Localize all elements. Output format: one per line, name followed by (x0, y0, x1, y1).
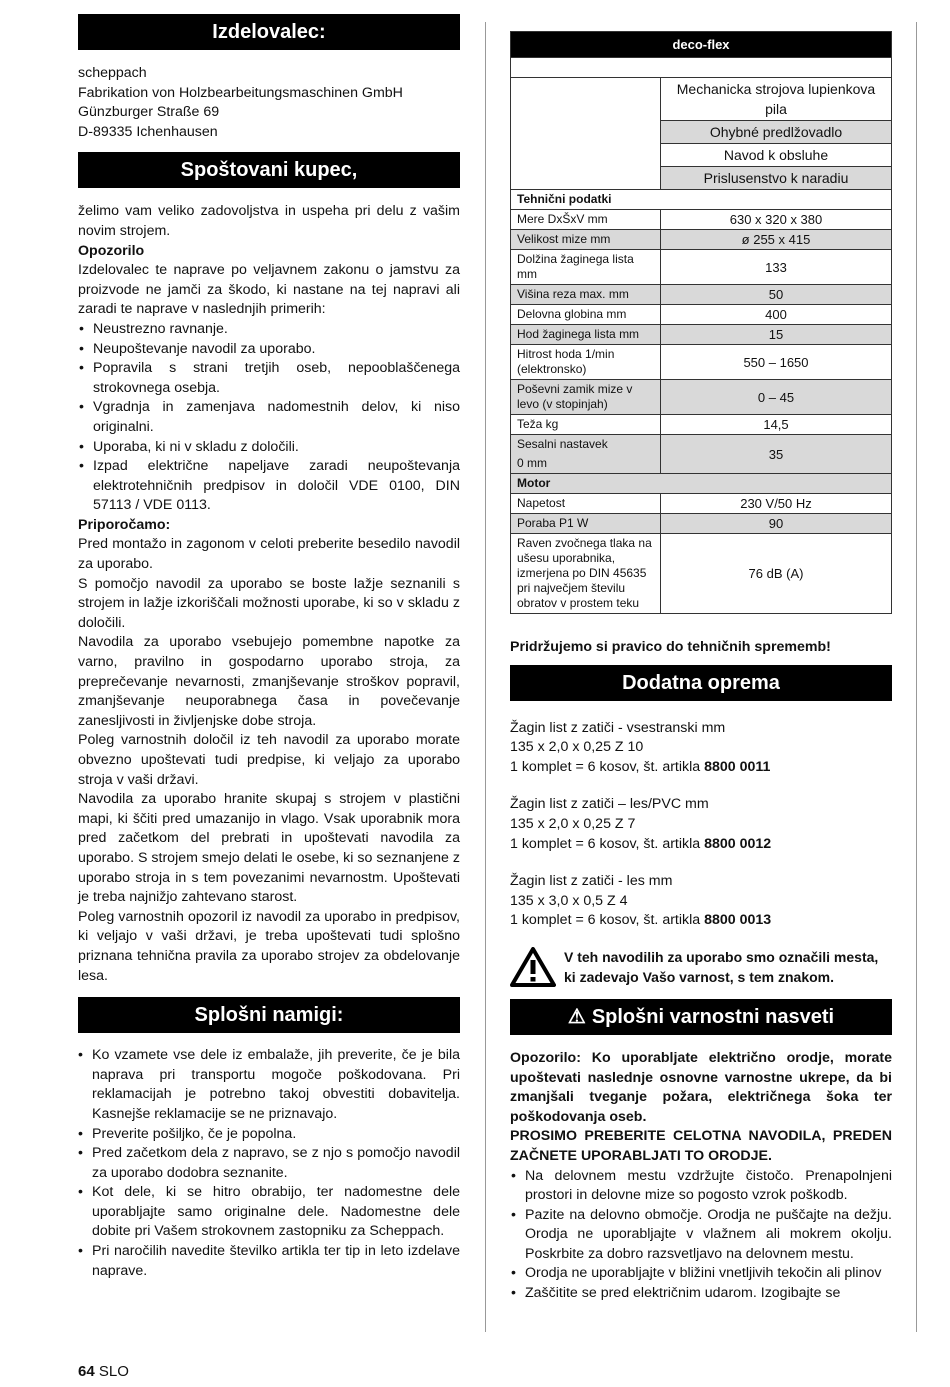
column-divider (485, 22, 486, 1332)
table-row: Poševni zamik mize v levo (v stopinjah) 0 – 45 (511, 380, 892, 415)
paragraph: Poleg varnostnih opozoril iz navodil za uporabo in predpisov, ki veljajo v vaši državi, je treba upoštevati tudi splošno priznana tehnična pravila za uporabo strojev za obdelovanje lesa. (78, 908, 460, 984)
safety-heading: ⚠ Splošni varnostni nasveti (510, 999, 892, 1035)
table-row: Hod žaginega lista mm 15 (511, 325, 892, 345)
intro-text: želimo vam veliko zadovoljstva in uspeha pri delu z vašim novim strojem. (78, 203, 460, 239)
section-title: Tehnični podatki (511, 190, 892, 210)
paragraph: Poleg varnostnih določil iz teh navodil za uporabo morate obvezno upoštevati tudi predpise, ki veljajo za uporabo stroja v vaši državi. (78, 732, 460, 788)
manufacturer-address (78, 64, 460, 142)
language-code: SLO (98, 1363, 129, 1380)
table-row: Sesalni nastavek 0 mm 35 (511, 435, 892, 474)
list-item: • Neupoštevanje navodil za uporabo. (78, 340, 460, 360)
model-name: deco-flex (511, 32, 892, 58)
safety-symbol-note: V teh navodilih za uporabo smo označili mesta, ki zadevajo Vašo varnost, s tem znakom. (510, 947, 892, 987)
list-item: • Pazite na delovno območje. Orodja ne puščajte na dežju. Orodja ne uporabljajte v vlažnem ali mokrem okolju. Poskrbite za dobro razsvetljavo na delovnem mestu. (510, 1206, 892, 1265)
reserve-note: Pridržujemo si pravico do tehničnih sprememb! (510, 639, 831, 655)
safety-warning: Opozorilo: Ko uporabljate električno orodje, morate upoštevati naslednje osnovne varnostne ukrepe, da bi zmanjšali tveganje požara, električnega šoka ter poškodovanja oseb. (510, 1049, 892, 1125)
warning-list (78, 320, 460, 516)
address-line: D-89335 Ichenhausen (78, 123, 218, 140)
paragraph: Navodila za uporabo vsebujejo pomembne napotke za varno, pravilno in gospodarno uporabo stroja, za preprečevanje nevarnosti, zmanjševanje stroškov popravil, zmanjševanje neuporabnega časa in povečevanje zanesljivosti in življenjske dobe stroja. (78, 634, 460, 729)
table-row: Dolžina žaginega lista mm 133 (511, 250, 892, 285)
warning-icon: ⚠ (567, 1005, 586, 1028)
list-item: • Pri naročilih navedite številko artikla ter tip in leto izdelave naprave. (78, 1242, 460, 1281)
section-title: Motor (511, 474, 892, 494)
right-margin-line (916, 22, 917, 1332)
list-item: • Na delovnem mestu vzdržujte čistočo. Prenapolnjeni prostori in delovne mize so pogosto vzrok poškodb. (510, 1167, 892, 1206)
table-row (511, 474, 892, 494)
customer-heading: Spoštovani kupec, (78, 152, 460, 188)
warning-label: Opozorilo (78, 242, 145, 259)
description-cell: Ohybné predlžovadlo (661, 121, 892, 144)
address-line: scheppach (78, 65, 147, 81)
list-item: • Neustrezno ravnanje. (78, 320, 460, 340)
list-item: • Orodja ne uporabljajte v bližini vnetljivih tekočin ali plinov (510, 1264, 892, 1284)
list-item: • Kot dele, ki se hitro obrabijo, ter nadomestne dele uporabljajte samo originalne dele. Nadomestne dele dobite pri Vašem strokovnem zastopniku za Scheppach. (78, 1183, 460, 1242)
paragraph: Pred montažo in zagonom v celoti preberite besedilo navodil za uporabo. (78, 536, 460, 573)
paragraph: S pomočjo navodil za uporabo se boste lažje seznanili s strojem in lažje izkoriščali možnosti uporabe, ki so v skladu z določili. (78, 575, 460, 631)
article-number: 8800 0013 (704, 912, 772, 929)
table-row (511, 58, 892, 78)
paragraph: Navodila za uporabo hranite skupaj s strojem v plastični mapi, ki ščiti pred umazanijo in vlago. Vsak uporabnik mora pred začetkom del prebrati in upoštevati navodila za uporabo. S strojem smejo delati le osebe, ki so seznanjene z uporabo stroja in s tem povezanimi nevarnostm. Upoštevati je treba najnižjo zahtevano starost. (78, 791, 460, 906)
accessory-heading: Dodatna oprema (510, 665, 892, 701)
recommend-label: Priporočamo: (78, 516, 171, 533)
article-number: 8800 0011 (704, 758, 771, 775)
page-number: 64 (78, 1363, 95, 1380)
table-row (511, 78, 892, 121)
table-header-row (511, 32, 892, 58)
list-item: • Pred začetkom dela z napravo, se z njo s pomočjo navodil za uporabo dodobra seznanite. (78, 1144, 460, 1183)
warning-triangle-icon (510, 947, 556, 987)
list-item: • Popravila s strani tretjih oseb, nepooblaščenega strokovnega osebja. (78, 359, 460, 398)
table-row: Teža kg 14,5 (511, 415, 892, 435)
spec-table (510, 31, 892, 614)
warning-text: Izdelovalec te naprave po veljavnem zakonu o jamstvu za proizvode ne jamči za škodo, ki nastane na tej napravi ali zaradi te naprave v naslednjih primerih: (78, 262, 460, 318)
list-item: • Zaščitite se pred električnim udarom. Izogibajte se (510, 1284, 892, 1304)
general-list (78, 1046, 460, 1281)
general-heading: Splošni namigi: (78, 997, 460, 1033)
safety-caps: PROSIMO PREBERITE CELOTNA NAVODILA, PREDEN ZAČNETE UPORABLJATI TO ORODJE. (510, 1128, 892, 1164)
table-row: Delovna globina mm 400 (511, 305, 892, 325)
list-item: • Preverite pošiljko, če je popolna. (78, 1125, 460, 1145)
description-cell: Mechanicka strojova lupienkova pila (661, 78, 892, 121)
safety-list (510, 1167, 892, 1304)
table-row (511, 190, 892, 210)
list-item: • Izpad električne napeljave zaradi neupoštevanja elektrotehničnih predpisov in določil VDE 0100, DIN 57113 / VDE 0113. (78, 457, 460, 516)
page-footer (78, 1362, 129, 1382)
table-row: Velikost mize mm ø 255 x 415 (511, 230, 892, 250)
description-cell: Navod k obsluhe (661, 144, 892, 167)
description-cell: Prislusenstvo k naradiu (661, 167, 892, 190)
article-number: 8800 0012 (704, 835, 772, 852)
list-item: • Vgradnja in zamenjava nadomestnih delov, ki niso originalni. (78, 398, 460, 437)
accessory-item: Žagin list z zatiči – les/PVC mm 135 x 2,0 x 0,25 Z 7 1 komplet = 6 kosov, št. artikla 8800 0012 (510, 796, 772, 852)
list-item: • Uporaba, ki ni v skladu z določili. (78, 438, 460, 458)
accessory-item: Žagin list z zatiči - vsestranski mm 135 x 2,0 x 0,25 Z 10 1 komplet = 6 kosov, št. artikla 8800 0011 (510, 719, 771, 775)
table-row: Mere DxŠxV mm 630 x 320 x 380 (511, 210, 892, 230)
table-row: Poraba P1 W 90 (511, 514, 892, 534)
address-line: Günzburger Straße 69 (78, 104, 220, 121)
table-row: Raven zvočnega tlaka na ušesu uporabnika, izmerjena po DIN 45635 pri največjem številu obratov v prostem teku 76 dB (A) (511, 534, 892, 614)
table-row: Hitrost hoda 1/min (elektronsko) 550 – 1650 (511, 345, 892, 380)
table-row: Višina reza max. mm 50 (511, 285, 892, 305)
manufacturer-heading: Izdelovalec: (78, 14, 460, 50)
accessory-item: Žagin list z zatiči - les mm 135 x 3,0 x 0,5 Z 4 1 komplet = 6 kosov, št. artikla 8800 0013 (510, 873, 772, 929)
address-line: Fabrikation von Holzbearbeitungsmaschinen GmbH (78, 84, 403, 101)
table-row: Napetost 230 V/50 Hz (511, 494, 892, 514)
right-column (510, 14, 892, 1304)
list-item: • Ko vzamete vse dele iz embalaže, jih preverite, če je bila naprava pri transportu mogoče poškodovana. Pri reklamacijah je potrebno takoj obvestiti dobavitelja. Kasnejše reklamacije se ne priznavajo. (78, 1046, 460, 1124)
left-column (78, 14, 460, 1281)
